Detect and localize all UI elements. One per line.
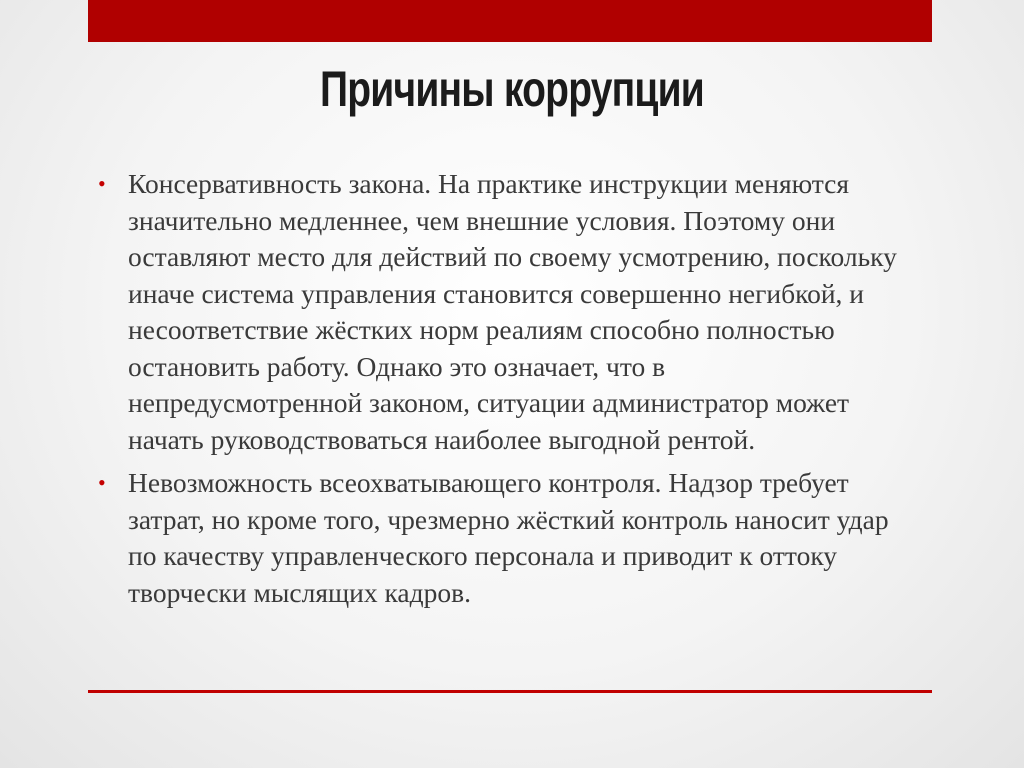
bullet-text-2: Невозможность всеохватывающего контроля. Надзор требует затрат, но кроме того, чрезмерно жёсткий контроль наносит удар по качеству управленческого персонала и приводит к оттоку творчески мыслящих кадров. — [128, 467, 889, 608]
bullet-item-1 — [96, 166, 906, 458]
bullet-list — [96, 166, 906, 618]
bullet-dot-icon: • — [98, 470, 106, 495]
top-accent-bar — [88, 0, 932, 42]
bottom-divider — [88, 690, 932, 693]
bullet-dot-icon: • — [98, 171, 106, 196]
slide-title: Причины коррупции — [319, 61, 705, 117]
bullet-text-1: Консервативность закона. На практике инструкции меняются значительно медленнее, чем внешние условия. Поэтому они оставляют место для действий по своему усмотрению, поскольку иначе система управления становится совершенно негибкой, и несоответствие жёстких норм реалиям способно полностью остановить работу. Однако это означает, что в непредусмотренной законом, ситуации администратор может начать руководствоваться наиболее выгодной рентой. — [128, 168, 897, 455]
bullet-item-2 — [96, 465, 906, 611]
